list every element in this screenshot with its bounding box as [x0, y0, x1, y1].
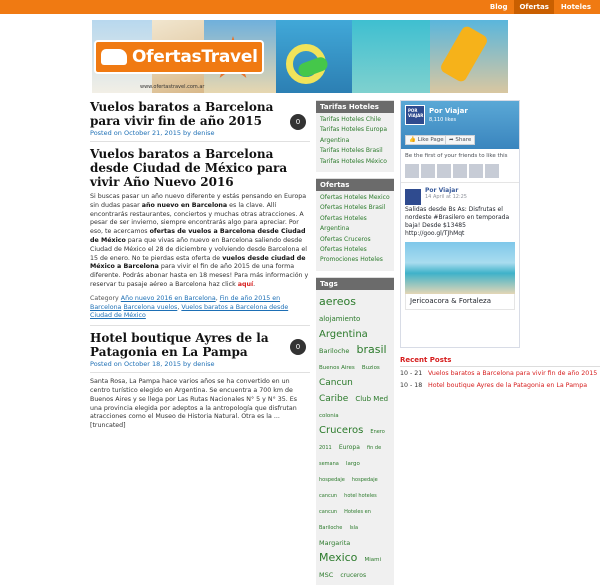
- post-1: [90, 100, 310, 137]
- site-logo[interactable]: [94, 40, 264, 74]
- widget-link[interactable]: Tarifas Hoteles Europa: [320, 126, 388, 134]
- tag-cloud: [316, 290, 394, 582]
- category-link[interactable]: Vuelos baratos a Barcelona desde Ciudad de México: [90, 303, 289, 320]
- fb-post-image[interactable]: [405, 242, 515, 294]
- avatar: [469, 164, 483, 178]
- recent-posts-widget: [400, 356, 600, 390]
- tag-link[interactable]: fin de semana: [319, 444, 382, 467]
- widget-link[interactable]: Promociones Hoteles: [320, 256, 383, 264]
- post-categories: Category Año nuevo 2016 en Barcelona, Fin de año 2015 en Barcelona Barcelona vuelos, Vuelos baratos a Barcelona desde Ciudad de México: [90, 294, 289, 320]
- read-more-link[interactable]: aquí: [237, 280, 254, 288]
- fb-post-text: Salidas desde Bs As: Disfrutas el nordeste #Brasilero en temporada baja! Desde $13485 http://goo.gl/TJhMqt: [405, 206, 510, 237]
- text: ofertas de vuelos a Barcelona desde Ciudad de México: [90, 228, 306, 244]
- nav-hoteles[interactable]: Hoteles: [560, 3, 591, 11]
- tag-link[interactable]: Buzios: [361, 364, 380, 371]
- fb-like-button[interactable]: 👍 Like Page: [405, 135, 448, 145]
- widget-link[interactable]: Tarifas Hoteles Chile: [320, 116, 381, 123]
- fb-share-label: Share: [455, 137, 472, 143]
- tag-link[interactable]: Margarita: [319, 538, 351, 547]
- widget-link[interactable]: Tarifas Hoteles Brasil: [320, 147, 383, 155]
- widget-title: Recent Posts: [400, 356, 600, 367]
- tag-link[interactable]: colonia: [319, 412, 339, 419]
- tag-link[interactable]: Mexico: [319, 550, 358, 564]
- text: vuelos desde ciudad de México a Barcelona: [90, 254, 306, 271]
- fb-share-button[interactable]: ➦ Share: [445, 135, 475, 145]
- tag-link[interactable]: Europa: [338, 443, 360, 451]
- fb-post: [401, 182, 519, 314]
- widget-title: Tags: [316, 278, 394, 290]
- site-logo-text: OfertasTravel: [132, 47, 258, 67]
- post-meta[interactable]: Posted on October 18, 2015 by denise: [90, 360, 215, 369]
- fb-page-name[interactable]: Por Viajar: [429, 107, 468, 115]
- tag-link[interactable]: aereos: [319, 294, 357, 308]
- widget-ofertas: [316, 178, 394, 271]
- tag-link[interactable]: hospedaje: [319, 476, 345, 483]
- text: para que vivas año nuevo en Barcelona saliendo desde Ciudad de México el 28 de diciembre y volviendo desde Barcelona el 15 de enero. No te pierdas esta oferta de: [90, 236, 307, 262]
- tag-link[interactable]: MSC: [319, 570, 334, 579]
- post-excerpt: Santa Rosa, La Pampa hace varios años se ha convertido en un centro turístico elegido en Argentina. Se encuentra a 700 km de Buenos Aires y se llega por Las Rutas Nacionales N° 5 y N° 35. Es una provincia elegida por adeptos a la antropología que disfrutan atracciones como el Museo de Historia Natural. Otra es la ... [truncated]: [90, 378, 297, 430]
- facebook-widget: [400, 100, 520, 348]
- fb-friends-text: Be the first of your friends to like this: [405, 153, 508, 159]
- avatar: [421, 164, 435, 178]
- tag-link[interactable]: Buenos Aires: [319, 364, 355, 371]
- list-item: [400, 382, 600, 391]
- tag-link[interactable]: Club Med: [355, 394, 389, 403]
- fb-faces: [401, 164, 519, 182]
- fb-cover: [401, 101, 519, 149]
- right-sidebar: [400, 100, 600, 400]
- text: para vivir el fin de año 2015 de una forma diferente. Podrás abonar hasta en 18 meses! Para más información y reservar tu pasaje aéreo a Barcelona haz click: [90, 263, 309, 288]
- avatar: [485, 164, 499, 178]
- recent-link[interactable]: Hotel boutique Ayres de la Patagonia en La Pampa: [428, 381, 588, 389]
- top-nav: [485, 0, 596, 14]
- post-excerpt: [90, 193, 310, 290]
- tag-link[interactable]: Cruceros: [319, 424, 364, 436]
- main-content: [90, 100, 310, 430]
- widget-title: Ofertas: [316, 179, 394, 191]
- fb-post-date[interactable]: 14 April at 12:25: [425, 194, 467, 200]
- text: es la clave. Allí encontrarás restaurantes, conciertos y muchas otras atracciones. A pesar de ser invierno, siempre encontrarás algo para apreciar. Por eso, te acercamos: [90, 201, 304, 236]
- nav-blog[interactable]: Blog: [489, 3, 508, 11]
- category-link[interactable]: Fin de año 2015 en Barcelona: [90, 294, 281, 311]
- tag-link[interactable]: cancun: [319, 508, 338, 515]
- recent-date: 10 - 21: [400, 370, 423, 377]
- tag-link[interactable]: Bariloche: [319, 346, 350, 355]
- widget-link[interactable]: Ofertas Hoteles: [320, 214, 367, 222]
- fb-post-caption[interactable]: Jericoacora & Fortaleza: [405, 294, 515, 310]
- recent-link[interactable]: Vuelos baratos a Barcelona para vivir fin de año 2015: [428, 370, 598, 377]
- tag-link[interactable]: Argentina: [319, 328, 368, 340]
- tag-link[interactable]: Enero 2011: [319, 428, 385, 451]
- divider: [90, 141, 310, 142]
- post-2: [90, 147, 310, 321]
- car-icon: [101, 49, 127, 65]
- recent-date: 10 - 18: [400, 381, 423, 389]
- widget-link[interactable]: Ofertas Hoteles Brasil: [320, 204, 386, 212]
- tag-link[interactable]: hospedaje: [351, 476, 378, 483]
- banner-photo-pool: [276, 20, 352, 93]
- widget-tarifas: [316, 100, 394, 172]
- tag-link[interactable]: cruceros: [340, 571, 367, 579]
- top-bar: [0, 0, 600, 14]
- fb-like-label: Like Page: [417, 137, 444, 143]
- post-title[interactable]: Hotel boutique Ayres de la Patagonia en La Pampa: [90, 331, 269, 360]
- widget-tags: [316, 277, 394, 585]
- tag-link[interactable]: Caribe: [319, 393, 349, 404]
- widget-title: Tarifas Hoteles: [316, 101, 394, 113]
- text: año nuevo en Barcelona: [141, 201, 228, 209]
- tag-link[interactable]: Cancun: [319, 377, 353, 388]
- fb-post-author[interactable]: Por Viajar: [425, 187, 459, 194]
- text: .: [253, 280, 256, 288]
- sunscreen-icon: [439, 24, 489, 83]
- comments-bubble-icon[interactable]: 0: [290, 339, 306, 355]
- widget-link[interactable]: Ofertas Hoteles Mexico: [320, 194, 390, 202]
- banner-photo-sunscreen: [430, 20, 508, 93]
- tag-link[interactable]: hotel hoteles: [344, 492, 377, 499]
- post-meta[interactable]: Posted on October 21, 2015 by denise: [90, 129, 215, 137]
- widget-link[interactable]: Ofertas Hoteles: [320, 246, 367, 254]
- widget-link[interactable]: Argentina: [320, 225, 350, 233]
- text: Si buscas pasar un año nuevo diferente y estás pensando en Europa sin dudas pasar: [90, 193, 307, 209]
- site-url: www.ofertastravel.com.ar: [140, 84, 205, 90]
- divider: [90, 372, 310, 373]
- category-link[interactable]: Año nuevo 2016 en Barcelona: [120, 294, 216, 302]
- widget-link[interactable]: Ofertas Cruceros: [320, 235, 371, 243]
- avatar[interactable]: [405, 189, 421, 205]
- tag-link[interactable]: Hoteles en Bariloche: [319, 508, 371, 531]
- widget-link[interactable]: Tarifas Hoteles México: [320, 157, 387, 165]
- post-title[interactable]: Vuelos baratos a Barcelona desde Ciudad de México para vivir Año Nuevo 2016: [90, 147, 288, 189]
- list-item: [400, 370, 600, 379]
- post-title[interactable]: Vuelos baratos a Barcelona para vivir fin de año 2015: [90, 100, 274, 128]
- avatar: [437, 164, 451, 178]
- tag-link[interactable]: cancun: [319, 492, 338, 499]
- banner-photo-beach: [352, 20, 430, 93]
- tag-link[interactable]: Miami: [364, 556, 382, 563]
- tag-link[interactable]: largo: [345, 460, 360, 467]
- fb-page-avatar[interactable]: POR VIAJAR: [405, 105, 425, 125]
- tag-link[interactable]: brasil: [356, 342, 387, 356]
- category-link[interactable]: Barcelona vuelos: [123, 303, 178, 311]
- comments-bubble-icon[interactable]: 0: [290, 114, 306, 130]
- nav-ofertas[interactable]: Ofertas: [514, 0, 553, 14]
- tag-link[interactable]: Isla: [349, 524, 359, 531]
- divider: [90, 325, 310, 326]
- fb-like-count: 8,110 likes: [429, 117, 457, 123]
- avatar: [405, 164, 419, 178]
- middle-sidebar: [316, 100, 394, 579]
- widget-link[interactable]: Argentina: [320, 136, 350, 144]
- post-3: [90, 331, 310, 368]
- avatar: [453, 164, 467, 178]
- categories-label: Category: [90, 294, 119, 302]
- tag-link[interactable]: alojamiento: [319, 314, 361, 323]
